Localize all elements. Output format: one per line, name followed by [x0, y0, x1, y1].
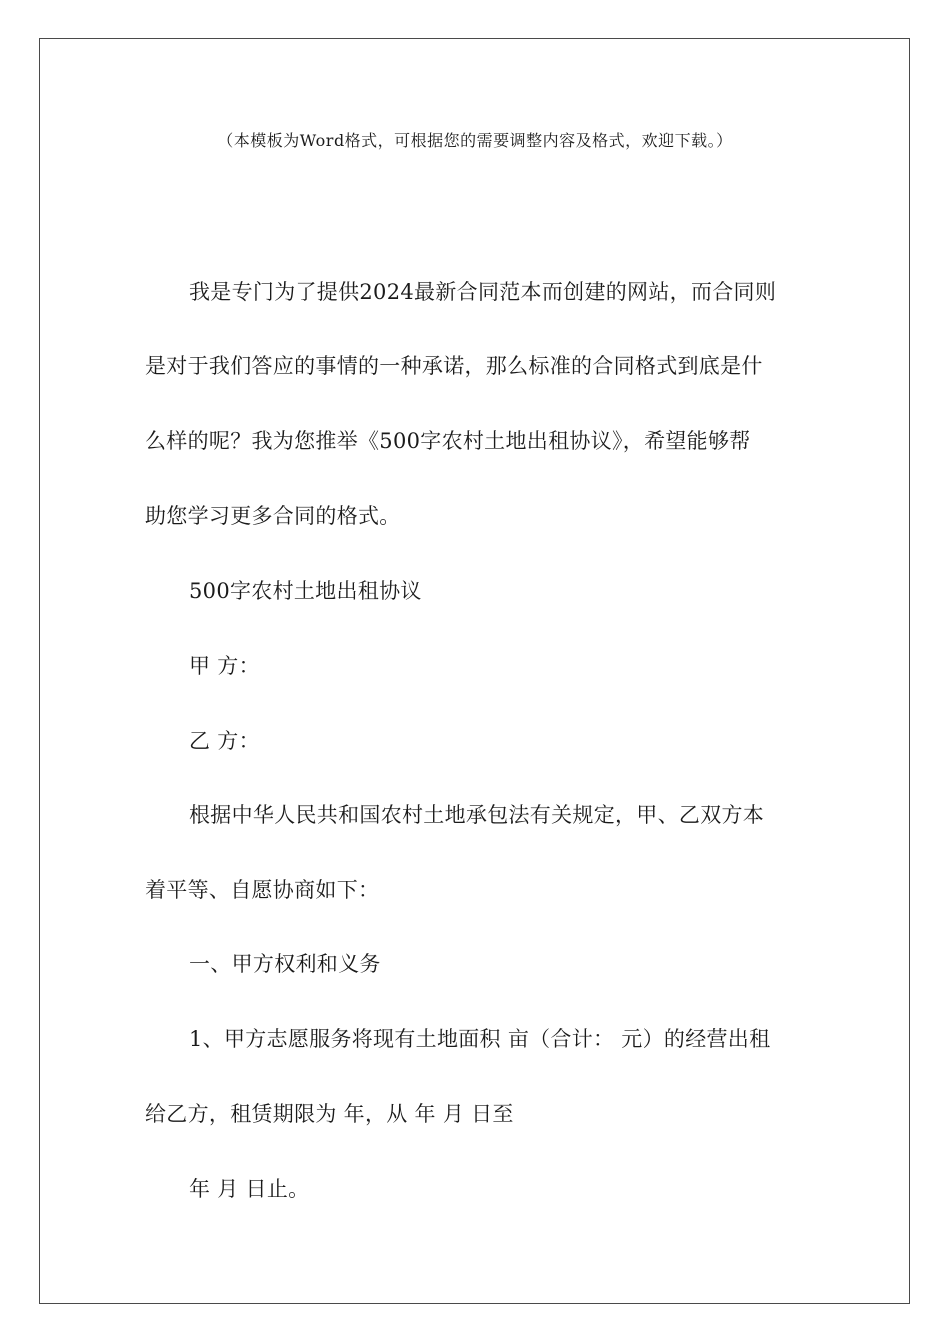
template-note: （本模板为Word格式，可根据您的需要调整内容及格式，欢迎下载。） — [217, 131, 733, 150]
preamble-line-1: 根据中华人民共和国农村土地承包法有关规定，甲、乙双方本 — [189, 803, 765, 827]
clause-1-line-3: 年 月 日止。 — [189, 1177, 310, 1201]
clause-1-line-1: 1、甲方志愿服务将现有土地面积 亩（合计： 元）的经营出租 — [189, 1027, 771, 1051]
intro-line-2: 是对于我们答应的事情的一种承诺，那么标准的合同格式到底是什 — [145, 354, 763, 378]
agreement-title: 500字农村土地出租协议 — [189, 579, 422, 603]
clause-1-line-2: 给乙方，租赁期限为 年，从 年 月 日至 — [145, 1102, 514, 1126]
section-1-heading: 一、甲方权利和义务 — [189, 952, 381, 976]
intro-line-4: 助您学习更多合同的格式。 — [145, 504, 401, 528]
intro-line-1: 我是专门为了提供2024最新合同范本而创建的网站，而合同则 — [189, 280, 777, 304]
intro-line-3: 么样的呢？我为您推举《500字农村土地出租协议》，希望能够帮 — [145, 429, 751, 453]
party-a-label: 甲 方： — [189, 654, 260, 678]
preamble-line-2: 着平等、自愿协商如下： — [145, 878, 380, 902]
party-b-label: 乙 方： — [189, 729, 260, 753]
